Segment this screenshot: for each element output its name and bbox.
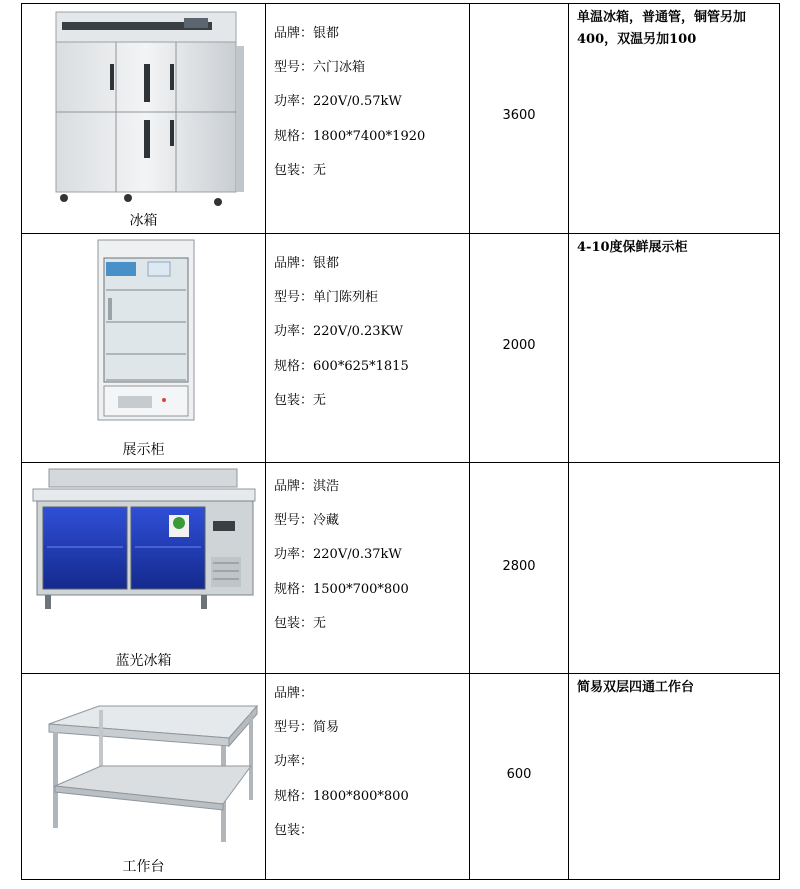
spec-brand: 品牌：淇浩 bbox=[274, 479, 340, 494]
price-cell bbox=[470, 463, 569, 674]
blue-light-counter-fridge-image bbox=[29, 467, 259, 627]
spec-size: 规格：600*625*1815 bbox=[274, 358, 409, 374]
spec-brand: 品牌：银都 bbox=[274, 256, 340, 271]
note-cell bbox=[569, 234, 780, 463]
item-caption: 蓝光冰箱 bbox=[115, 653, 172, 669]
spec-model: 型号：简易 bbox=[274, 720, 340, 736]
spec-size: 规格：1800*800*800 bbox=[274, 788, 409, 804]
image-cell bbox=[22, 4, 266, 234]
spec-cell bbox=[266, 674, 470, 880]
stainless-worktable-image bbox=[29, 704, 259, 844]
spec-package: 包装： bbox=[274, 822, 314, 838]
price-cell bbox=[470, 4, 569, 234]
spec-brand: 品牌：银都 bbox=[274, 26, 340, 41]
spec-power: 功率：220V/0.57kW bbox=[274, 94, 402, 110]
price-value: 2000 bbox=[502, 338, 536, 353]
table-row bbox=[22, 674, 780, 880]
spec-cell bbox=[266, 4, 470, 234]
price-value: 3600 bbox=[502, 108, 536, 123]
spec-brand: 品牌： bbox=[274, 686, 314, 701]
note-text: 简易双层四通工作台 bbox=[577, 680, 695, 695]
refrigerator-6-door-image bbox=[44, 8, 244, 208]
image-cell bbox=[22, 463, 266, 674]
note-cell bbox=[569, 674, 780, 880]
spec-package: 包装：无 bbox=[274, 392, 327, 408]
spec-model: 型号：单门陈列柜 bbox=[274, 290, 379, 306]
item-caption: 冰箱 bbox=[129, 213, 158, 229]
item-caption: 工作台 bbox=[122, 859, 165, 875]
spec-size: 规格：1500*700*800 bbox=[274, 581, 409, 597]
spec-cell bbox=[266, 463, 470, 674]
spec-package: 包装：无 bbox=[274, 615, 327, 631]
spec-cell bbox=[266, 234, 470, 463]
spec-model: 型号：六门冰箱 bbox=[274, 60, 366, 76]
price-value: 2800 bbox=[502, 559, 536, 574]
note-cell bbox=[569, 463, 780, 674]
spec-model: 型号：冷藏 bbox=[274, 513, 340, 529]
equipment-table bbox=[21, 3, 780, 880]
price-value: 600 bbox=[506, 767, 532, 782]
price-cell bbox=[470, 674, 569, 880]
note-cell bbox=[569, 4, 780, 234]
spec-power: 功率：220V/0.37kW bbox=[274, 547, 402, 563]
spec-power: 功率： bbox=[274, 754, 314, 770]
spec-package: 包装：无 bbox=[274, 162, 327, 178]
display-cabinet-image bbox=[44, 238, 244, 434]
image-cell bbox=[22, 234, 266, 463]
note-text: 单温冰箱，普通管，铜管另加400，双温另加100 bbox=[577, 10, 747, 47]
price-cell bbox=[470, 234, 569, 463]
note-text: 4-10度保鲜展示柜 bbox=[577, 240, 688, 255]
image-cell bbox=[22, 674, 266, 880]
item-caption: 展示柜 bbox=[122, 442, 165, 458]
table-row bbox=[22, 234, 780, 463]
spec-power: 功率：220V/0.23KW bbox=[274, 324, 404, 340]
table-row bbox=[22, 463, 780, 674]
spec-size: 规格：1800*7400*1920 bbox=[274, 128, 426, 144]
table-row bbox=[22, 4, 780, 234]
